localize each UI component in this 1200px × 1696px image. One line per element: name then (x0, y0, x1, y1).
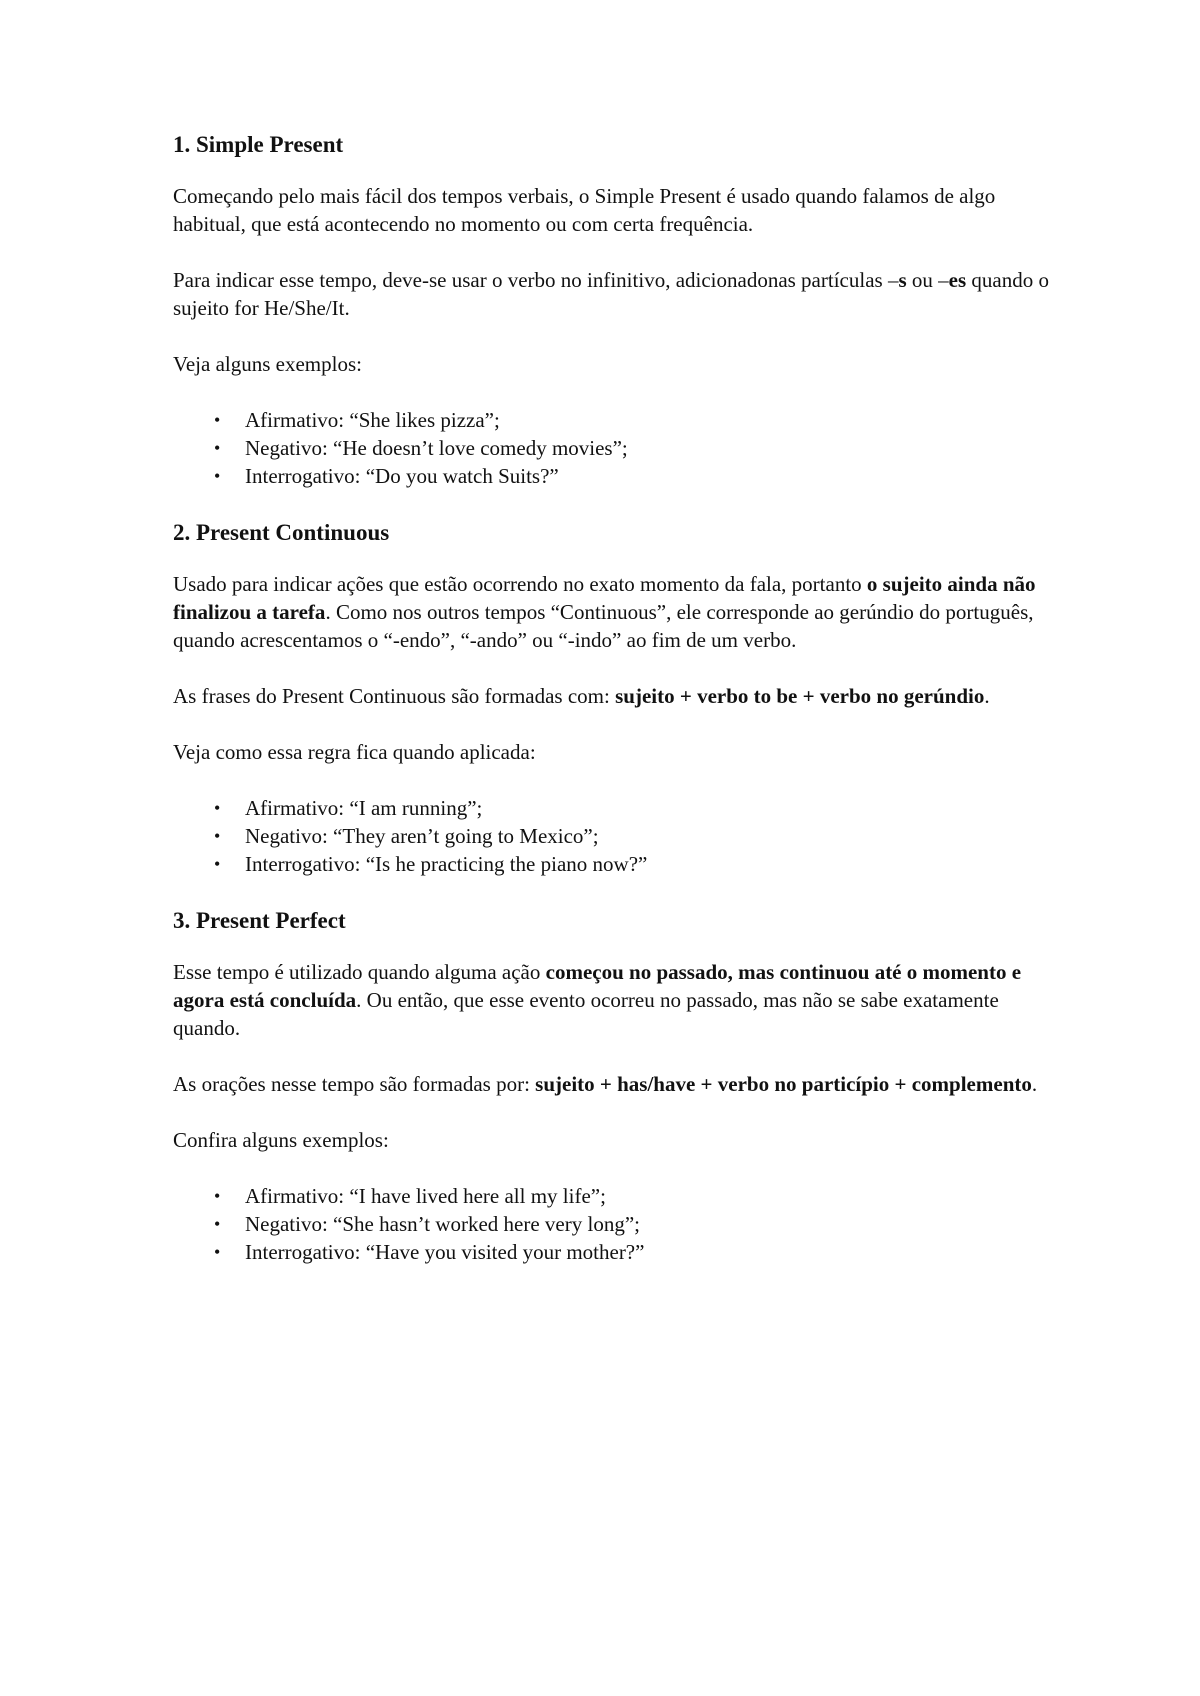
bullet-icon: • (214, 466, 221, 486)
example-list (173, 794, 1053, 878)
paragraph (173, 682, 1053, 710)
paragraph-text: quando o sujeito for He/She/It. (173, 268, 1049, 320)
bullet-icon: • (214, 1214, 221, 1234)
paragraph-text: Para indicar esse tempo, deve-se usar o verbo no infinitivo, adicionadonas partículas – (173, 268, 899, 292)
list-item (173, 794, 1053, 822)
list-item-text: Interrogativo: “Have you visited your mother?” (245, 1240, 645, 1264)
bold-text: o sujeito ainda não finalizou a tarefa (173, 572, 1036, 624)
list-item (173, 462, 1053, 490)
bullet-icon: • (214, 798, 221, 818)
bullet-icon: • (214, 410, 221, 430)
paragraph: Começando pelo mais fácil dos tempos verbais, o Simple Present é usado quando falamos de algo habitual, que está acontecendo no momento ou com certa frequência. (173, 184, 996, 236)
list-item-text: Afirmativo: “I am running”; (245, 796, 483, 820)
bullet-icon: • (214, 438, 221, 458)
bold-text: sujeito + has/have + verbo no particípio + complemento (535, 1072, 1032, 1096)
example-list (173, 1182, 1053, 1266)
paragraph: Veja alguns exemplos: (173, 352, 362, 376)
section-heading: 1. Simple Present (173, 132, 344, 157)
list-item-text: Afirmativo: “She likes pizza”; (245, 408, 500, 432)
paragraph-text: . (1031, 1072, 1038, 1096)
list-item-text: Negativo: “They aren’t going to Mexico”; (245, 824, 599, 848)
paragraph (173, 1070, 1053, 1098)
paragraph-text: . Como nos outros tempos “Continuous”, ele corresponde ao gerúndio do português, quando acrescentamos o “-endo”, “-ando” ou “-indo” ao fim de um verbo. (173, 600, 1034, 652)
paragraph (173, 266, 1053, 322)
paragraph-text: As frases do Present Continuous são formadas com: (173, 684, 616, 708)
paragraph-text: . (984, 684, 990, 708)
paragraph: Confira alguns exemplos: (173, 1128, 389, 1152)
bold-text: sujeito + verbo to be + verbo no gerúndio (615, 684, 985, 708)
list-item-text: Negativo: “She hasn’t worked here very long”; (245, 1212, 640, 1236)
paragraph (173, 958, 1053, 1042)
bold-text: começou no passado, mas continuou até o momento e agora está concluída (173, 960, 1022, 1012)
paragraph (173, 570, 1053, 654)
list-item (173, 1210, 1053, 1238)
paragraph-text: Esse tempo é utilizado quando alguma ação (173, 960, 546, 984)
list-item (173, 822, 1053, 850)
list-item (173, 434, 1053, 462)
bold-text: es (948, 268, 967, 292)
bullet-icon: • (214, 826, 221, 846)
paragraph-text: Usado para indicar ações que estão ocorrendo no exato momento da fala, portanto (173, 572, 867, 596)
section-present-perfect (173, 906, 1053, 1266)
example-list (173, 406, 1053, 490)
list-item-text: Interrogativo: “Do you watch Suits?” (245, 464, 559, 488)
paragraph-text: ou – (906, 268, 949, 292)
paragraph: Veja como essa regra fica quando aplicada: (173, 740, 536, 764)
section-heading: 3. Present Perfect (173, 908, 346, 933)
list-item (173, 850, 1053, 878)
section-present-continuous (173, 518, 1053, 878)
list-item (173, 1182, 1053, 1210)
paragraph-text: As orações nesse tempo são formadas por: (173, 1072, 536, 1096)
list-item (173, 1238, 1053, 1266)
list-item-text: Afirmativo: “I have lived here all my life”; (245, 1184, 606, 1208)
paragraph-text: . Ou então, que esse evento ocorreu no passado, mas não se sabe exatamente quando. (173, 988, 999, 1040)
list-item-text: Negativo: “He doesn’t love comedy movies”; (245, 436, 628, 460)
document-page (173, 130, 1053, 1294)
section-heading: 2. Present Continuous (173, 520, 390, 545)
list-item-text: Interrogativo: “Is he practicing the piano now?” (245, 852, 648, 876)
list-item (173, 406, 1053, 434)
section-simple-present (173, 130, 1053, 490)
bullet-icon: • (214, 1242, 221, 1262)
bold-text: s (898, 268, 907, 292)
bullet-icon: • (214, 1186, 221, 1206)
bullet-icon: • (214, 854, 221, 874)
